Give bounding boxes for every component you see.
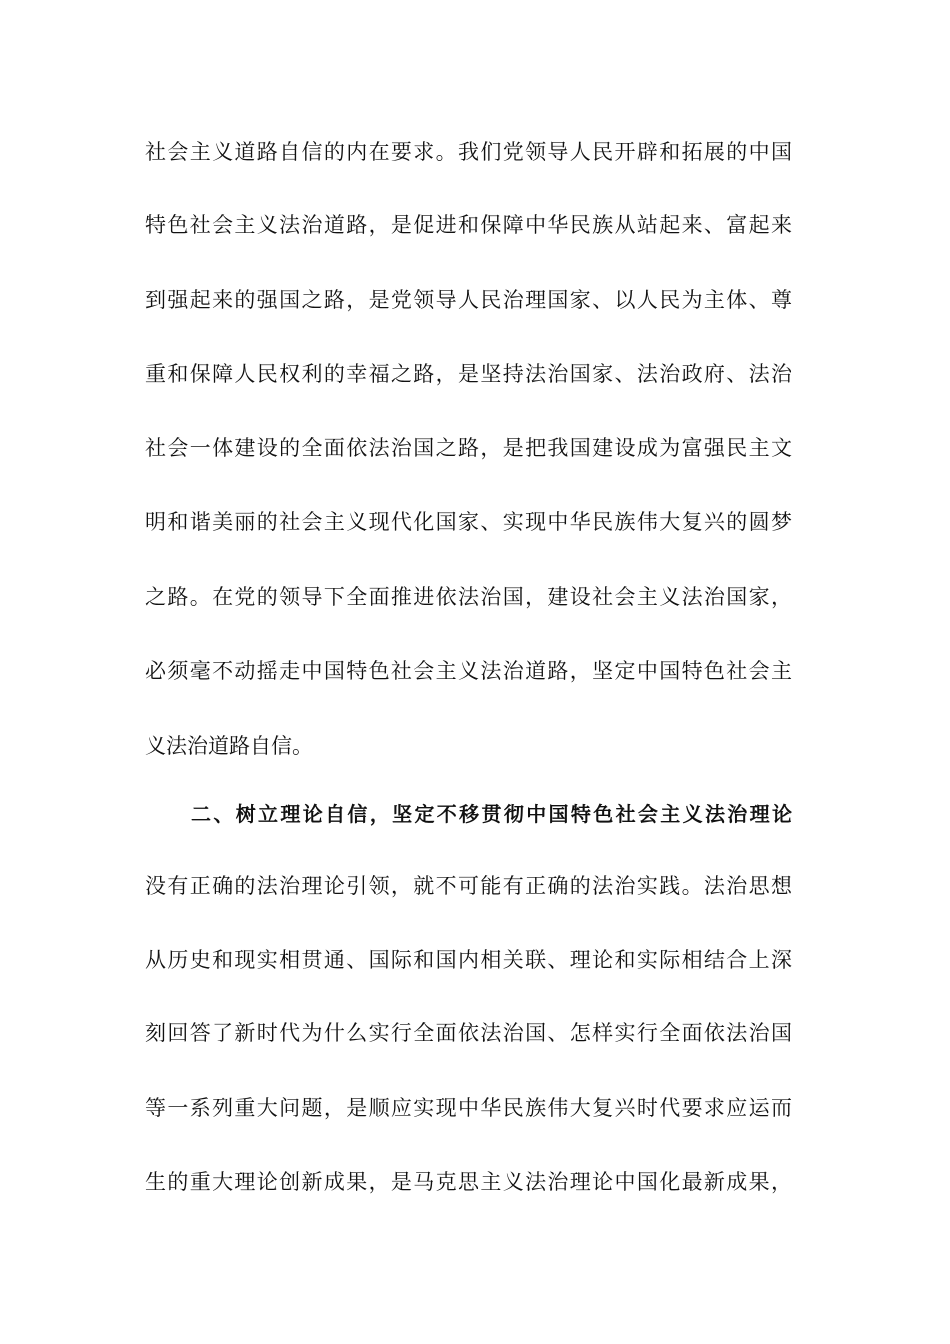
paragraph-1-line-2: 特色社会主义法治道路，是促进和保障中华民族从站起来、富起来 bbox=[145, 213, 792, 237]
paragraph-1-line-9: 义法治道路自信。 bbox=[145, 734, 313, 758]
paragraph-2-line-3: 刻回答了新时代为什么实行全面依法治国、怎样实行全面依法治国 bbox=[145, 1021, 792, 1045]
paragraph-2-line-4: 等一系列重大问题，是顺应实现中华民族伟大复兴时代要求应运而 bbox=[145, 1096, 792, 1120]
paragraph-1-line-1: 社会主义道路自信的内在要求。我们党领导人民开辟和拓展的中国 bbox=[145, 140, 792, 164]
paragraph-1-line-4: 重和保障人民权利的幸福之路，是坚持法治国家、法治政府、法治 bbox=[145, 362, 792, 386]
paragraph-2-line-1: 没有正确的法治理论引领，就不可能有正确的法治实践。法治思想 bbox=[145, 874, 792, 898]
paragraph-1-line-8: 必须毫不动摇走中国特色社会主义法治道路，坚定中国特色社会主 bbox=[145, 659, 792, 683]
paragraph-1-line-5: 社会一体建设的全面依法治国之路，是把我国建设成为富强民主文 bbox=[145, 436, 792, 460]
paragraph-2-line-2: 从历史和现实相贯通、国际和国内相关联、理论和实际相结合上深 bbox=[145, 948, 792, 972]
section-2-heading: 二、树立理论自信，坚定不移贯彻中国特色社会主义法治理论 bbox=[191, 802, 792, 826]
paragraph-1-line-3: 到强起来的强国之路，是党领导人民治理国家、以人民为主体、尊 bbox=[145, 288, 792, 312]
paragraph-2-line-5: 生的重大理论创新成果，是马克思主义法治理论中国化最新成果， bbox=[145, 1170, 792, 1194]
paragraph-1-line-7: 之路。在党的领导下全面推进依法治国，建设社会主义法治国家， bbox=[145, 585, 792, 609]
paragraph-1-line-6: 明和谐美丽的社会主义现代化国家、实现中华民族伟大复兴的圆梦 bbox=[145, 510, 792, 534]
